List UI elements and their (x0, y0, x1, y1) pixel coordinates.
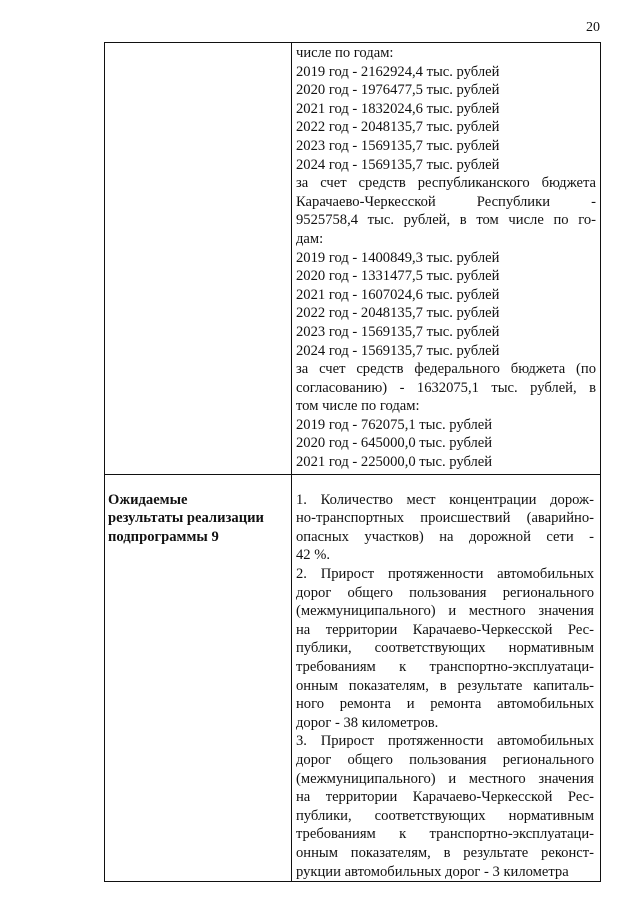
result-3-line: требованиям к транспортно-эксплуатаци- (296, 826, 594, 843)
results-label-line: результаты реализации (108, 510, 264, 527)
regional-year-2024: 2024 год - 1569135,7 тыс. рублей (296, 342, 500, 359)
result-1-line: 1. Количество мест концентрации дорож- (296, 491, 594, 508)
total-year-2020: 2020 год - 1976477,5 тыс. рублей (296, 82, 500, 99)
funding-label-cell (105, 43, 292, 475)
result-2-line: ного ремонта и ремонта автомобильных (296, 696, 594, 713)
regional-year-2021: 2021 год - 1607024,6 тыс. рублей (296, 286, 500, 303)
regional-year-2020: 2020 год - 1331477,5 тыс. рублей (296, 268, 500, 285)
regional-year-2019: 2019 год - 1400849,3 тыс. рублей (296, 249, 500, 266)
table-row-results (105, 474, 601, 881)
result-2-line: требованиям к транспортно-эксплуатаци- (296, 659, 594, 675)
total-year-2021: 2021 год - 1832024,6 тыс. рублей (296, 100, 500, 117)
total-year-2019: 2019 год - 2162924,4 тыс. рублей (296, 63, 500, 80)
result-3-line: (межмуниципального) и местного значения (296, 770, 594, 787)
result-1-line: но-транспортных происшествий (аварийно- (296, 510, 594, 527)
result-2-line: дорог общего пользования регионального (296, 584, 594, 601)
funding-content-cell (292, 43, 601, 475)
subprogram-passport-table (104, 42, 601, 882)
federal-budget-line: согласованию) - 1632075,1 тыс. рублей, в (296, 379, 596, 396)
result-3-line: на территории Карачаево-Черкесской Рес- (296, 789, 594, 806)
result-2-line: дорог - 38 километров. (296, 714, 439, 731)
result-1-line: опасных участков) на дорожной сети - (296, 528, 594, 545)
total-year-2024: 2024 год - 1569135,7 тыс. рублей (296, 156, 500, 173)
federal-year-2020: 2020 год - 645000,0 тыс. рублей (296, 435, 493, 452)
table-row-funding (105, 43, 601, 475)
result-2-line: (межмуниципального) и местного значения (296, 603, 594, 620)
result-3-line: онным показателям, в результате реконст- (296, 844, 594, 861)
result-1-line: 42 %. (296, 547, 331, 564)
result-2-line: публики, соответствующих нормативным (296, 640, 594, 657)
federal-budget-line: том числе по годам: (296, 398, 420, 415)
regional-budget-line: за счет средств республиканского бюджета (296, 175, 596, 192)
federal-year-2021: 2021 год - 225000,0 тыс. рублей (296, 454, 493, 471)
page-number: 20 (586, 20, 600, 35)
regional-year-2023: 2023 год - 1569135,7 тыс. рублей (296, 323, 500, 340)
results-label-cell (105, 474, 292, 881)
results-label-line: подпрограммы 9 (108, 528, 219, 545)
result-3-line: рукции автомобильных дорог - 3 километра (296, 863, 569, 880)
total-year-2023: 2023 год - 1569135,7 тыс. рублей (296, 137, 500, 154)
result-2-line: онным показателям, в результате капиталь- (296, 677, 594, 694)
funding-line: числе по годам: (296, 45, 394, 61)
result-2-line: 2. Прирост протяженности автомобильных (296, 566, 594, 583)
regional-budget-line: Карачаево-Черкесской Республики - (296, 193, 596, 210)
total-year-2022: 2022 год - 2048135,7 тыс. рублей (296, 119, 500, 136)
regional-budget-line: дам: (296, 230, 324, 247)
federal-year-2019: 2019 год - 762075,1 тыс. рублей (296, 416, 493, 433)
result-3-line: 3. Прирост протяженности автомобильных (296, 733, 594, 750)
result-2-line: на территории Карачаево-Черкесской Рес- (296, 621, 594, 638)
result-3-line: дорог общего пользования регионального (296, 751, 594, 768)
results-content-cell (292, 474, 601, 881)
federal-budget-line: за счет средств федерального бюджета (по (296, 361, 596, 378)
result-3-line: публики, соответствующих нормативным (296, 807, 594, 824)
results-label-line: Ожидаемые (108, 491, 188, 508)
regional-budget-line: 9525758,4 тыс. рублей, в том числе по го- (296, 212, 596, 229)
regional-year-2022: 2022 год - 2048135,7 тыс. рублей (296, 305, 500, 322)
